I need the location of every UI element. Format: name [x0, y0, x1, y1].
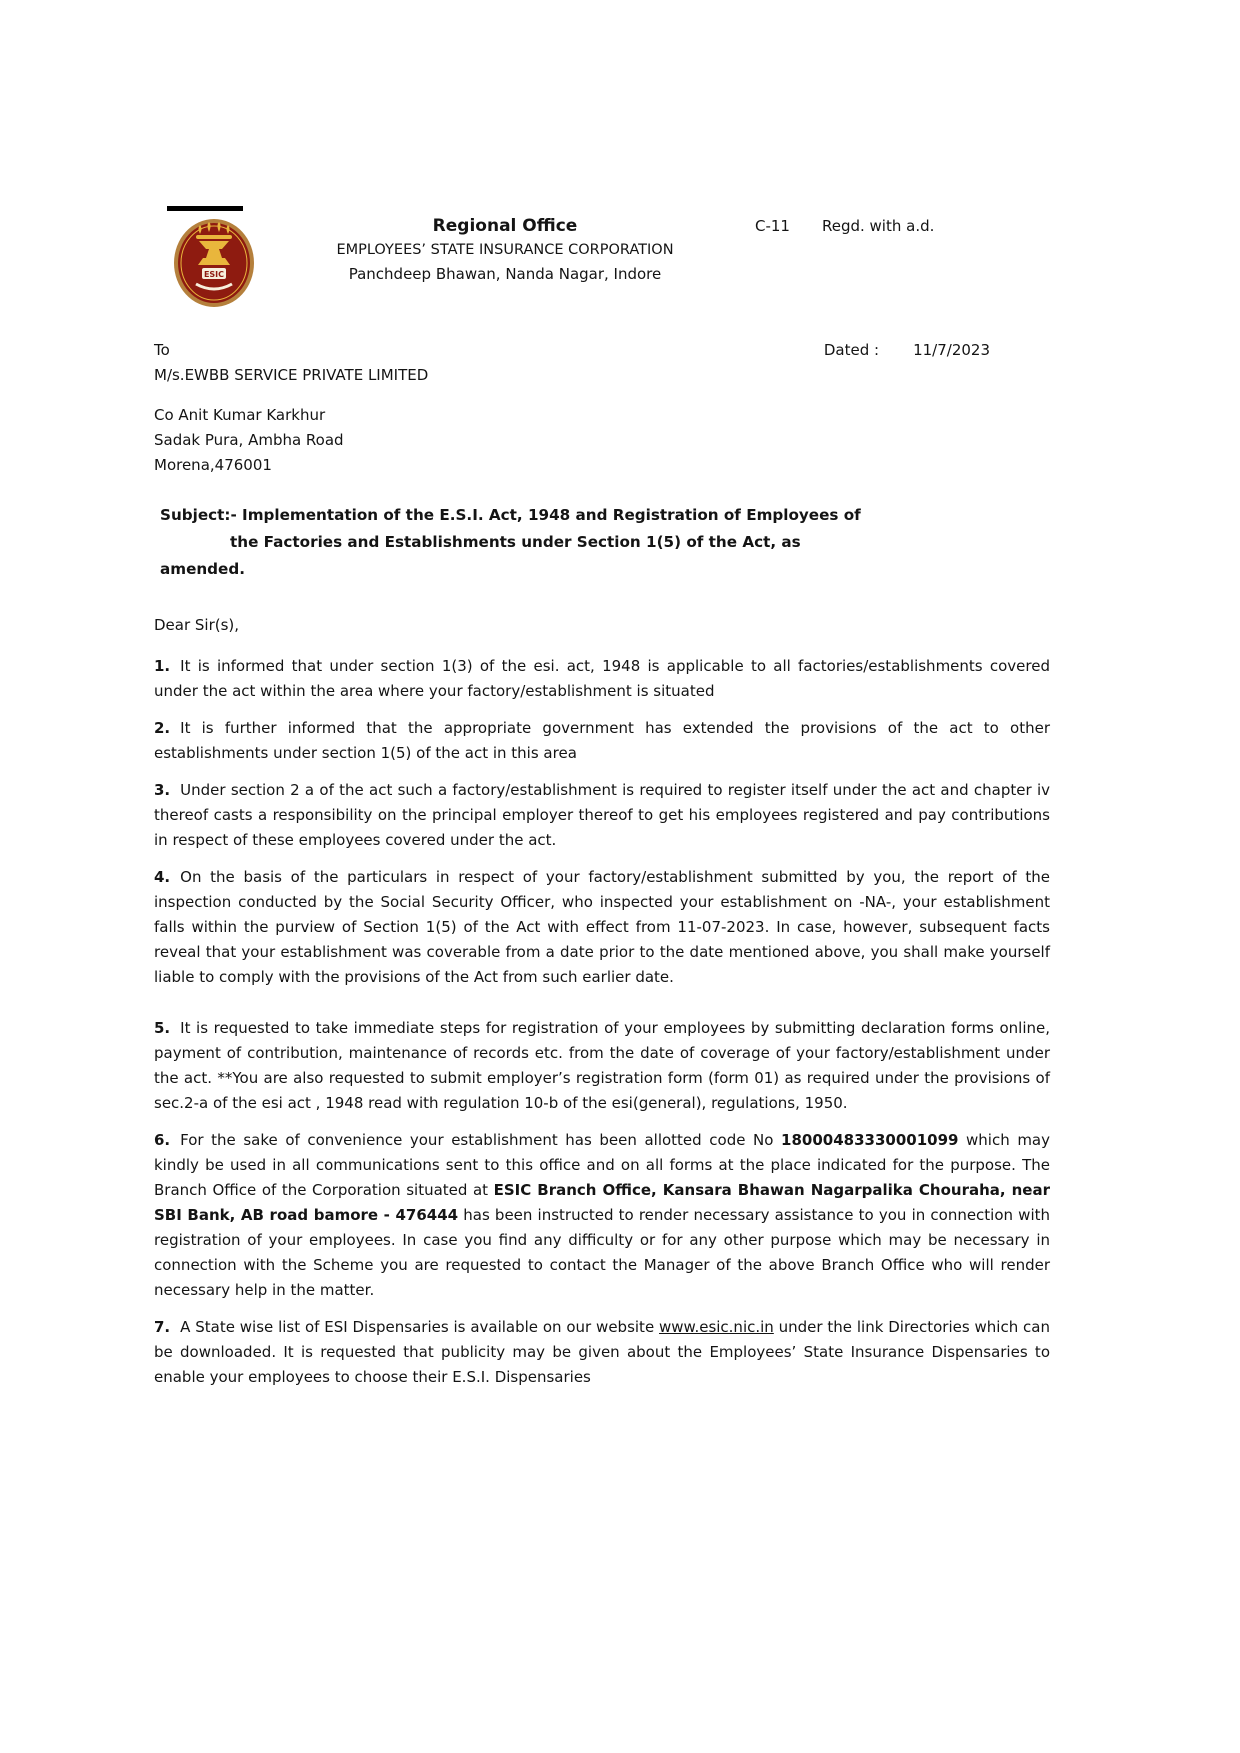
- header-right: [755, 215, 934, 237]
- body-text: It is further informed that the appropriate government has extended the provisions of the act to other establishments under section 1(5) of the act in this area: [154, 719, 1050, 762]
- body-paragraph-4: [154, 865, 1050, 990]
- body-paragraph-5: [154, 1016, 1050, 1116]
- street-line: Sadak Pura, Ambha Road: [154, 431, 344, 449]
- dated-value: 11/7/2023: [913, 341, 990, 359]
- paragraph-number: 4.: [154, 868, 171, 886]
- regd-note: Regd. with a.d.: [821, 217, 935, 235]
- subject-block: [154, 502, 880, 583]
- dated-label: Dated :: [823, 341, 880, 359]
- subject-line-1: Subject:- Implementation of the E.S.I. Act, 1948 and Registration of Employees of: [160, 506, 861, 524]
- paragraph-number: 2.: [154, 719, 171, 737]
- body-text: A State wise list of ESI Dispensaries is available on our website: [180, 1318, 660, 1336]
- paragraph-number: 1.: [154, 657, 171, 675]
- to-label: To: [154, 341, 170, 359]
- body-text: under the link Directories which can be downloaded. It is requested that publicity may be given about the Employees’ State Insurance Dispensaries to enable your employees to choose their E.S.I. Dispensaries: [154, 1318, 1050, 1386]
- doc-code: C-11: [755, 217, 790, 235]
- body-text: On the basis of the particulars in respect of your factory/establishment submitted by you, the report of the inspection conducted by the Social Security Officer, who inspected your establishment on -NA-, your establishment falls within the purview of Section 1(5) of the Act with effect from 11-07-2023. In case, however, subsequent facts reveal that your establishment was coverable from a date prior to the date mentioned above, you shall make yourself liable to comply with the provisions of the Act from such earlier date.: [154, 868, 1050, 986]
- body-paragraph-2: [154, 716, 1050, 766]
- salutation: Dear Sir(s),: [154, 616, 240, 634]
- city-line: Morena,476001: [154, 456, 272, 474]
- subject-line-3: amended.: [160, 560, 245, 578]
- body-paragraph-7: [154, 1315, 1050, 1390]
- body-text: Under section 2 a of the act such a factory/establishment is required to register itself under the act and chapter iv thereof casts a responsibility on the principal employer thereof to get his employees registered and pay contributions in respect of these employees covered under the act.: [154, 781, 1050, 849]
- body-text: It is informed that under section 1(3) of the esi. act, 1948 is applicable to all factories/establishments covered under the act within the area where your factory/establishment is situated: [154, 657, 1050, 700]
- care-of-line: Co Anit Kumar Karkhur: [154, 406, 326, 424]
- esic-website-link[interactable]: www.esic.nic.in: [659, 1318, 774, 1336]
- subject-line-2: the Factories and Establishments under Section 1(5) of the Act, as: [230, 533, 801, 551]
- letter-body: [154, 654, 1050, 1390]
- bold-text: ESIC Branch Office, Kansara Bhawan Nagarpalika Chouraha, near SBI Bank, AB road bamore - 476444: [154, 1181, 1050, 1224]
- office-address: Panchdeep Bhawan, Nanda Nagar, Indore: [348, 265, 662, 283]
- paragraph-number: 6.: [154, 1131, 171, 1149]
- bold-text: 18000483330001099: [781, 1131, 959, 1149]
- body-text: has been instructed to render necessary assistance to you in connection with registration of your employees. In case you find any difficulty or for any other purpose which may be necessary in connection with the Scheme you are requested to contact the Manager of the above Branch Office who will render necessary help in the matter.: [154, 1206, 1051, 1299]
- office-title: Regional Office: [432, 216, 578, 236]
- letterhead: [275, 214, 735, 286]
- body-text: which may kindly be used in all communications sent to this office and on all forms at the place indicated for the purpose. The Branch Office of the Corporation situated at: [154, 1131, 1050, 1199]
- body-paragraph-3: [154, 778, 1050, 853]
- to-date-row: [154, 338, 1050, 363]
- paragraph-number: 5.: [154, 1019, 171, 1037]
- svg-text:ESIC: ESIC: [203, 270, 225, 279]
- body-paragraph-1: [154, 654, 1050, 704]
- recipient-address: [154, 403, 1050, 478]
- body-text: For the sake of convenience your establishment has been allotted code No: [180, 1131, 782, 1149]
- paragraph-number: 3.: [154, 781, 171, 799]
- body-text: It is requested to take immediate steps for registration of your employees by submitting declaration forms online, payment of contribution, maintenance of records etc. from the date of coverage of your factory/establishment under the act. **You are also requested to submit employer’s registration form (form 01) as required under the provisions of sec.2-a of the esi act , 1948 read with regulation 10-b of the esi(general), regulations, 1950.: [154, 1019, 1050, 1112]
- company-name: M/s.EWBB SERVICE PRIVATE LIMITED: [154, 366, 429, 384]
- letter-content: [154, 338, 1050, 1402]
- esic-logo: [167, 206, 259, 308]
- paragraph-number: 7.: [154, 1318, 171, 1336]
- org-name: EMPLOYEES’ STATE INSURANCE CORPORATION: [336, 242, 674, 258]
- date-block: [824, 338, 1050, 363]
- logo-top-rule: [167, 206, 243, 211]
- body-paragraph-6: [154, 1128, 1050, 1303]
- esic-emblem-icon: [173, 218, 255, 308]
